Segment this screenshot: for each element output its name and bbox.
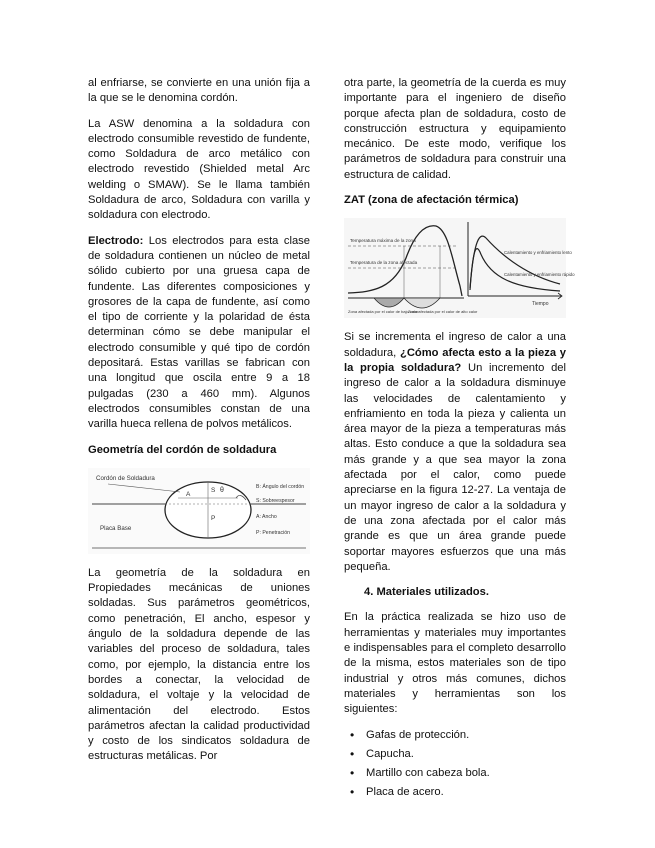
list-item: • Capucha.: [344, 747, 566, 762]
heading-geometria: Geometría del cordón de soldadura: [88, 443, 277, 456]
label-s: S: [211, 486, 216, 494]
label-placa-base: Placa Base: [100, 524, 132, 532]
label-temp-zona: Temperatura de la zona afectada: [350, 260, 418, 266]
label-theta: θ: [220, 486, 224, 494]
materials-list: [344, 728, 566, 801]
label-p: P: [211, 514, 216, 522]
label-calentamiento-rapido: Calentamiento y enfriamiento rápido: [504, 272, 575, 278]
label-tiempo: Tiempo: [532, 301, 549, 308]
list-item: • Placa de acero.: [344, 785, 566, 800]
calor-text: Un incremento del ingreso de calor a la soldadura disminuye las velocidades de calentamiento y enfriamiento en toda la pieza y calienta un área mayor de la pieza a temperaturas más altas. Esto conduce a que la soldadura sea más grande y a que sea mayor la zona afectada por el calor, como puede apreciarse en la figura 12-27. La ventaja de un mayor ingreso de calor a la soldadura y de una zona afectada por el calor más grande es que un área grande puede soportar mayores esfuerzos que una más pequeña.: [344, 361, 567, 573]
figure-zat: [344, 218, 575, 318]
label-calentamiento-lento: Calentamiento y enfriamiento lento: [504, 250, 572, 256]
label-a: A: [186, 490, 191, 498]
list-item: • Gafas de protección.: [344, 728, 566, 743]
list-item: • Martillo con cabeza bola.: [344, 766, 566, 781]
legend-p: P: Penetración: [256, 529, 291, 536]
calor-question: ¿Cómo afecta esto a la pieza y la propia soldadura?: [344, 346, 566, 374]
paragraph-materiales: En la práctica realizada se hizo uso de herramientas y materiales muy importantes e indispensables para el completo desarrollo de la misma, estos materiales son de tipo industrial y otros más comunes, dichos materiales y herramientas son los siguientes:: [344, 611, 566, 716]
heading-zat: ZAT (zona de afectación térmica): [344, 194, 519, 207]
legend-b: B: Ángulo del cordón: [256, 483, 305, 490]
label-temp-max: Temperatura máxima de la zona: [350, 238, 416, 244]
figure-weld-geometry: [88, 468, 310, 554]
paragraph-calor: [344, 330, 566, 575]
legend-s: S: Sobreespesor: [256, 497, 295, 504]
electrodo-term: Electrodo:: [88, 234, 144, 247]
paragraph-geometria: La geometría de la soldadura en Propiedades mecánicas de uniones soldadas. Sus parámetros geométricos, como penetración, El ancho, espesor y ángulo de la soldadura depende de las variables del proceso de soldadura, tales como, por ejemplo, la distancia entre los bordes a conectar, la velocidad de soldadura, el voltaje y la velocidad de alimentación del electrodo. Estos parámetros afectan la calidad productividad y costo de los sindicatos soldadura de estructuras metálicas. Por: [88, 566, 310, 763]
calor-intro: Si se incrementa el ingreso de calor a una soldadura,: [344, 331, 566, 359]
paragraph-electrodo: [88, 234, 310, 433]
label-zona-bajo: Zona afectada por el calor de bajo calor: [348, 309, 419, 315]
paragraph-intro: al enfriarse, se convierte en una unión fija a la que se le denomina cordón.: [88, 77, 310, 105]
heading-materiales: 4. Materiales utilizados.: [364, 586, 489, 599]
right-column: [344, 76, 575, 805]
left-column: [88, 76, 310, 775]
legend-a: A: Ancho: [256, 513, 277, 520]
paragraph-cuerda: otra parte, la geometría de la cuerda es muy importante para el ingeniero de diseño porque afecta plan de soldadura, costo de construcción estructura y equipamiento mecánico. De este modo, verifique los parámetros de soldadura para construir una estructura de calidad.: [344, 77, 566, 181]
label-cordon: Cordón de Soldadura: [96, 474, 155, 482]
paragraph-asw: La ASW denomina a la soldadura con electrodo consumible revestido de fundente, como Soldadura de arco metálico con electrodo revestido (Shielded metal Arc welding o SMAW). Se le llama también Soldadura de arco, Soldadura con varilla y soldadura con electrodo.: [88, 117, 310, 222]
electrodo-text: Los electrodos para esta clase de soldadura contienen un núcleo de metal sólido cubierto por una gruesa capa de fundente. Las diferentes composiciones y grosores de la capa de fundente, así como el tipo de corriente y la polaridad de ésta determinan cómo se debe manipular el electrodo consumible y qué tipo de cordón depositará. Estas varillas se fabrican con una longitud que oscila entre 9 a 18 pulgadas (230 a 460 mm). Algunos electrodos consumibles constan de una varilla hueca rellena de polvos metálicos.: [88, 234, 310, 431]
label-zona-alto: Zona afectada por el calor de alto calor: [408, 309, 478, 315]
